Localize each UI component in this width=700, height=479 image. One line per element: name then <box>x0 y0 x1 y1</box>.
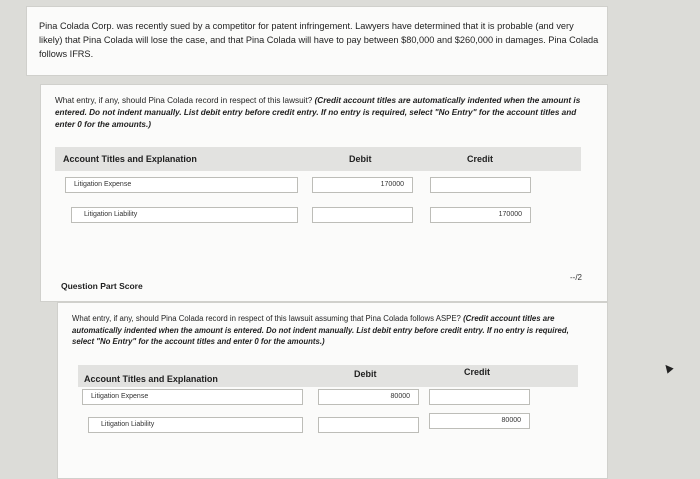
question-2-instructions: (Credit account titles are automatically indented when the amount is entered. Do not indent manually. List debit entry before credit entry. If no entry is required, select "No Entry" for the account titles and enter 0 for the amounts.) <box>72 314 569 346</box>
question-1-text <box>55 95 595 131</box>
row-2-account-input-2[interactable]: Litigation Liability <box>88 417 303 433</box>
journal-table-header <box>55 147 581 171</box>
question-part-score-value: --/2 <box>570 273 582 282</box>
question-part-score-label: Question Part Score <box>61 281 143 291</box>
problem-statement: Pina Colada Corp. was recently sued by a competitor for patent infringement. Lawyers have determined that it is probable (and very likely) that Pina Colada will lose the case, and that Pina Colada will have to pay between $80,000 and $260,000 in damages. Pina Colada follows IFRS. <box>39 21 599 59</box>
row-2-credit-input-2[interactable]: 80000 <box>429 413 530 429</box>
account-column-header: Account Titles and Explanation <box>63 154 197 164</box>
row-2-account-input[interactable]: Litigation Liability <box>71 207 298 223</box>
debit-column-header-2: Debit <box>354 369 377 379</box>
row-1-debit-input-2[interactable]: 80000 <box>318 389 419 405</box>
row-1-account-input[interactable]: Litigation Expense <box>65 177 298 193</box>
credit-column-header-2: Credit <box>464 367 491 377</box>
row-1-credit-input-2[interactable] <box>429 389 530 405</box>
question-2-prompt: What entry, if any, should Pina Colada record in respect of this lawsuit assuming that Pina Colada follows ASPE? <box>72 314 461 323</box>
debit-column-header: Debit <box>349 154 372 164</box>
question-1-prompt: What entry, if any, should Pina Colada record in respect of this lawsuit? <box>55 96 313 105</box>
credit-column-header: Credit <box>467 154 494 164</box>
row-2-debit-input[interactable] <box>312 207 413 223</box>
question-2-text <box>72 313 572 348</box>
question-part-2 <box>57 302 608 479</box>
problem-statement-card <box>26 6 608 76</box>
row-1-debit-input[interactable]: 170000 <box>312 177 413 193</box>
journal-table-header-2 <box>78 365 578 387</box>
row-2-credit-input[interactable]: 170000 <box>430 207 531 223</box>
mouse-cursor-icon <box>662 362 673 373</box>
row-1-credit-input[interactable] <box>430 177 531 193</box>
question-1-instructions: (Credit account titles are automatically indented when the amount is entered. Do not indent manually. List debit entry before credit entry. If no entry is required, select "No Entry" for the account titles and enter 0 for the amounts.) <box>55 96 581 129</box>
row-1-account-input-2[interactable]: Litigation Expense <box>82 389 303 405</box>
account-column-header-2: Account Titles and Explanation <box>84 374 218 384</box>
row-2-debit-input-2[interactable] <box>318 417 419 433</box>
question-part-1 <box>40 84 608 302</box>
